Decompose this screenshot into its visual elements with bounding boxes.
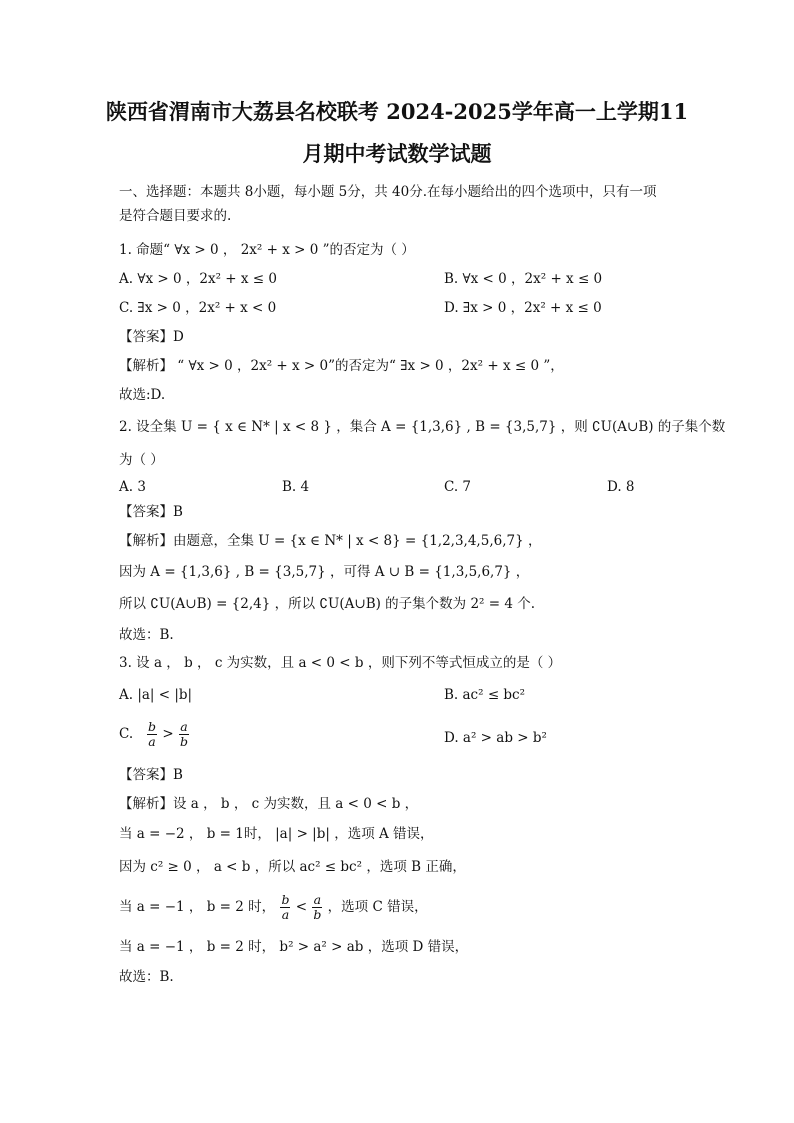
q3-analysis-1: 【解析】设 a ， b ， c 为实数，且 a < 0 < b ， (119, 796, 419, 812)
q3-analysis-4-suffix: ，选项 C 错误， (327, 899, 428, 915)
q1-analysis: 【解析】 “ ∀x > 0 ，2x² + x > 0”的否定为“ ∃x > 0 ，2x² + x ≤ 0 ”， (119, 358, 564, 374)
q2-analysis-3: 所以 ∁U(A∪B) = {2,4} ，所以 ∁U(A∪B) 的子集个数为 2² = 4 个. (119, 596, 536, 612)
section-heading: 一、选择题：本题共 8小题，每小题 5分，共 40分.在每小题给出的四个选项中，只有一项 (119, 184, 657, 200)
q2-stem-cont: 为（ ） (119, 452, 164, 468)
page-title-line-1: 陕西省渭南市大荔县名校联考 2024-2025学年高一上学期11 (105, 99, 689, 124)
q3-stem: 3. 设 a ， b ， c 为实数，且 a < 0 < b ，则下列不等式恒成立的是（ ） (119, 655, 562, 671)
q3-conclusion: 故选：B. (119, 969, 174, 985)
q3-answer: 【答案】B (119, 767, 183, 783)
q3-option-d: D. a² > ab > b² (444, 730, 547, 746)
fraction-numerator: b (148, 719, 157, 734)
q1-option-c: C. ∃x > 0 ，2x² + x < 0 (119, 300, 277, 316)
q1-stem: 1. 命题“ ∀x > 0 ， 2x² + x > 0 ”的否定为（ ） (119, 242, 415, 258)
q3-option-a: A. |a| < |b| (119, 687, 193, 703)
q3-analysis-5: 当 a = −1 ， b = 2 时， b² > a² > ab ，选项 D 错误， (119, 939, 469, 955)
fraction-numerator: a (313, 892, 322, 907)
q3-option-b: B. ac² ≤ bc² (444, 687, 526, 703)
q3-option-c (119, 720, 190, 749)
q1-conclusion: 故选:D. (119, 387, 166, 403)
q3-option-c-fraction-1 (147, 720, 157, 749)
q3-analysis-4-operator: < (295, 899, 308, 915)
q1-option-a: A. ∀x > 0 ，2x² + x ≤ 0 (119, 271, 277, 287)
q3-analysis-3: 因为 c² ≥ 0 ， a < b ，所以 ac² ≤ bc² ，选项 B 正确， (119, 859, 466, 875)
q2-stem: 2. 设全集 U = { x ∈ N* | x < 8 } ，集合 A = {1,3,6} , B = {3,5,7} ，则 ∁U(A∪B) 的子集个数 (119, 419, 726, 435)
q3-analysis-4 (119, 893, 428, 922)
q3-option-c-fraction-2 (179, 720, 189, 749)
fraction-denominator: a (148, 734, 156, 749)
fraction-denominator: a (281, 907, 290, 922)
q3-analysis-4-fraction-2 (312, 893, 322, 922)
q2-option-d: D. 8 (607, 479, 635, 495)
fraction-numerator: a (180, 719, 188, 734)
q2-option-a: A. 3 (119, 479, 146, 495)
fraction-numerator: b (281, 892, 290, 907)
q2-conclusion: 故选：B. (119, 627, 174, 643)
q2-answer: 【答案】B (119, 504, 183, 520)
section-heading-cont: 是符合题目要求的. (119, 208, 232, 224)
q1-option-b: B. ∀x < 0 ，2x² + x ≤ 0 (444, 271, 603, 287)
fraction-denominator: b (313, 907, 322, 922)
q2-option-c: C. 7 (444, 479, 472, 495)
q2-option-b: B. 4 (282, 479, 310, 495)
q3-analysis-2: 当 a = −2 ， b = 1时， |a| > |b| ，选项 A 错误， (119, 826, 434, 842)
page-title-line-2: 月期中考试数学试题 (302, 141, 492, 166)
fraction-denominator: b (179, 734, 188, 749)
q3-option-c-operator: > (162, 726, 174, 742)
q1-answer: 【答案】D (119, 329, 184, 345)
q3-analysis-4-prefix: 当 a = −1 ， b = 2 时， (119, 899, 276, 915)
q1-option-d: D. ∃x > 0 ，2x² + x ≤ 0 (444, 300, 602, 316)
q3-analysis-4-fraction-1 (280, 893, 290, 922)
q3-option-c-label: C. (119, 726, 134, 742)
q2-analysis-1: 【解析】由题意，全集 U = {x ∈ N* | x < 8} = {1,2,3,4,5,6,7} ， (119, 533, 542, 549)
q2-analysis-2: 因为 A = {1,3,6} , B = {3,5,7} ，可得 A ∪ B = {1,3,5,6,7} ， (119, 564, 530, 580)
